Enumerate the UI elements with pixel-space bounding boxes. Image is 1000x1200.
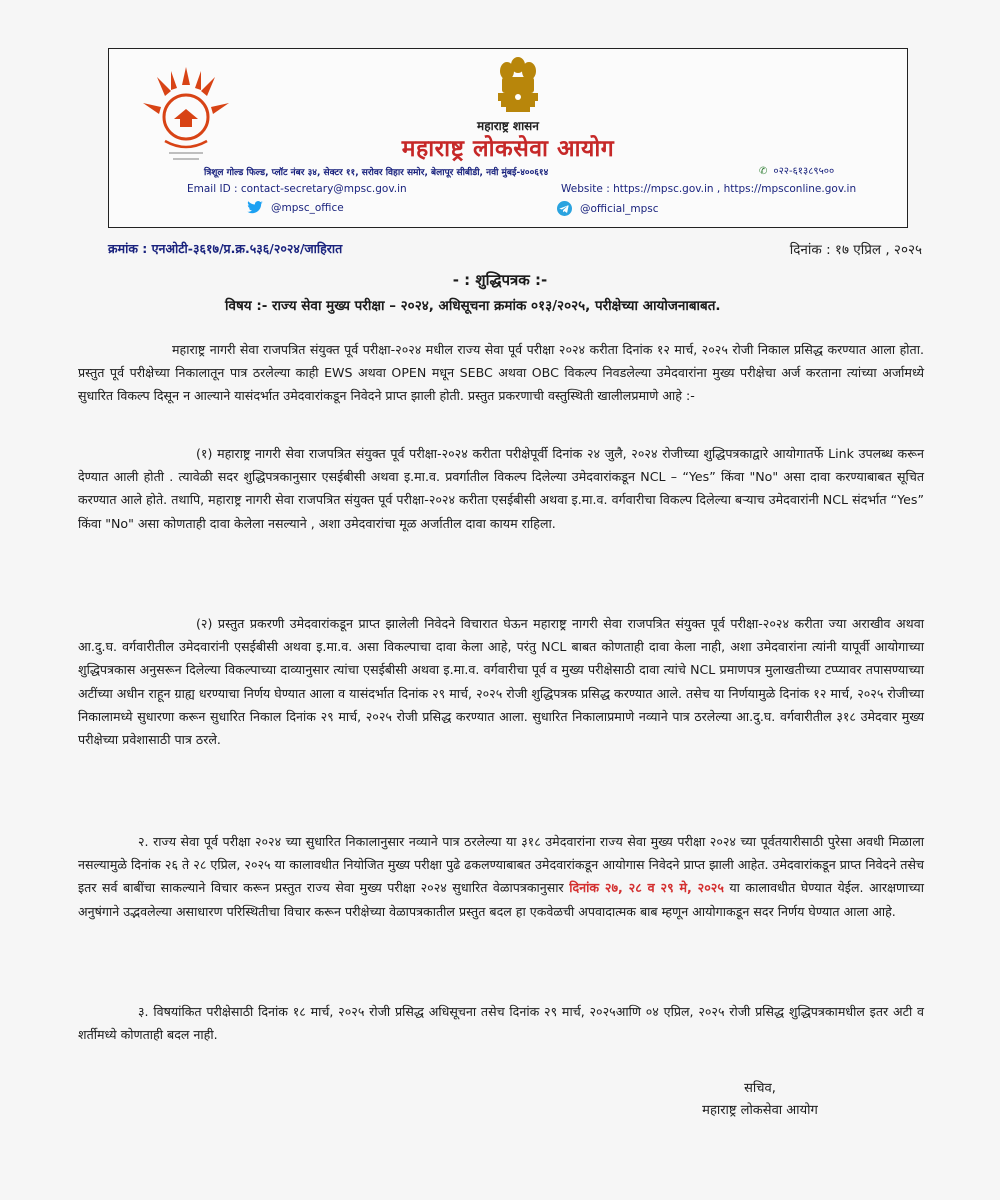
phone-number: ०२२-६१३८९५०० [773, 166, 835, 177]
signatory-title: सचिव, [744, 1081, 776, 1096]
commission-name: महाराष्ट्र लोकसेवा आयोग [401, 136, 615, 162]
section-2-text-start: २. राज्य सेवा पूर्व परीक्षा २०२४ च्या सुधारित निकालानुसार नव्याने पात्र ठरलेल्या या ३१८ उमेदवारांना राज्य सेवा मुख्य परीक्षा २०२४ च्या पूर्वतयारीसाठी पुरेसा अवधी मिळाला नसल्यामुळे दिनांक २६ ते २८ एप्रिल, २०२५ या कालावधीत नियोजित मुख्य परीक्षा पुढे ढकलण्याबाबत उमेदवारांकडून आयोगास निवेदने प्राप्त झाली आहेत. उमेदवारांकडून प्राप्त निवेदने तसेच इतर सर्व बाबींचा साकल्याने विचार करून प्रस्तुत राज्य सेवा मुख्य परीक्षा २०२४ सुधारित वेळापत्रकानुसार [78, 834, 924, 896]
letterhead [108, 48, 908, 228]
telegram-handle-text: @official_mpsc [580, 202, 659, 215]
paragraph-point-2: (२) प्रस्तुत प्रकरणी उमेदवारांकडून प्राप्त झालेली निवेदने विचारात घेऊन महाराष्ट्र नागरी सेवा राजपत्रित संयुक्त पूर्व परीक्षा-२०२४ करीता ज्या अराखीव अथवा आ.दु.घ. वर्गवारीतील उमेदवारांनी एसईबीसी अथवा इ.मा.व. असा विकल्पाचा दावा केला आहे, परंतु NCL बाबत कोणताही दावा केला नाही, अशा उमेदवारांना त्यांनी यापूर्वी आयोगाच्या शुद्धिपत्रकास अनुसरून दिलेल्या विकल्पाच्या दाव्यानुसार त्यांचा एसईबीसी अथवा इ.मा.व. वर्गवारीचा पूर्व व मुख्य परीक्षेसाठी दावा त्यांचे NCL प्रमाणपत्र मुलाखतीच्या टप्प्यावर तपासण्याच्या अटींच्या अधीन राहून ग्राह्य धरण्याचा निर्णय घेण्यात आला व यासंदर्भात दिनांक २९ मार्च, २०२५ रोजी शुद्धिपत्रक प्रसिद्ध करण्यात आले. तसेच या निर्णयामुळे दिनांक १२ मार्च, २०२५ रोजीच्या निकालामध्ये सुधारणा करून सुधारित निकाल दिनांक २९ मार्च, २०२५ रोजी प्रसिद्ध करण्यात आला. सुधारित निकालाप्रमाणे नव्याने पात्र ठरलेल्या आ.दु.घ. वर्गवारीतील ३१८ उमेदवार मुख्य परीक्षेच्या प्रवेशासाठी पात्र ठरले. [78, 616, 924, 748]
paragraph-intro: महाराष्ट्र नागरी सेवा राजपत्रित संयुक्त पूर्व परीक्षा-२०२४ मधील राज्य सेवा पूर्व परीक्षा २०२४ करीता दिनांक १२ मार्च, २०२५ रोजी निकाल प्रसिद्ध करण्यात आला होता. प्रस्तुत पूर्व परीक्षेच्या निकालातून पात्र ठरलेल्या काही EWS अथवा OPEN मधून SEBC अथवा OBC विकल्प निवडलेल्या उमेदवारांना मुख्य परीक्षेचा अर्ज करताना त्यांच्या अर्जामध्ये सुधारित विकल्प दिसून न आल्याने यासंदर्भात उमेदवारांकडून निवेदने प्राप्त झाली होती. प्रस्तुत प्रकरणाची वस्तुस्थिती खालीलप्रमाणे आहे :- [78, 342, 924, 404]
office-address: त्रिशूल गोल्ड फिल्ड, प्लॉट नंबर ३४, सेक्टर ११, सरोवर विहार समोर, बेलापूर सीबीडी, नवी मुंबई-४००६१४ [204, 168, 549, 178]
paragraph-section-3: ३. विषयांकित परीक्षेसाठी दिनांक १८ मार्च, २०२५ रोजी प्रसिद्ध अधिसूचना तसेच दिनांक २९ मार्च, २०२५आणि ०४ एप्रिल, २०२५ रोजी प्रसिद्ध शुद्धिपत्रकामधील इतर अटी व शर्तीमध्ये कोणताही बदल नाही. [78, 1004, 924, 1043]
signatory-org: महाराष्ट्र लोकसेवा आयोग [702, 1103, 818, 1118]
phone-icon: ✆ [759, 166, 768, 177]
document-heading: - : शुद्धिपत्रक :- [452, 271, 548, 289]
twitter-handle [247, 201, 344, 214]
ashoka-emblem-icon [492, 55, 544, 115]
telegram-icon [557, 201, 572, 216]
website-contact: Website : https://mpsc.gov.in , https://mpsconline.gov.in [561, 183, 857, 195]
document-subject: विषय :- राज्य सेवा मुख्य परीक्षा – २०२४, अधिसूचना क्रमांक ०१३/२०२५, परीक्षेच्या आयोजनाबाबत. [225, 298, 721, 314]
email-contact: Email ID : contact-secretary@mpsc.gov.in [187, 183, 407, 195]
phone-contact [759, 163, 834, 177]
section-2-text-end: या कालावधीत घेण्यात येईल. आरक्षणाच्या अनुषंगाने उद्भवलेल्या असाधारण परिस्थितीचा विचार करून परीक्षेच्या वेळापत्रकातील प्रस्तुत बदल हा एकवेळची अपवादात्मक बाब म्हणून आयोगाकडून सदर निर्णय घेण्यात आला आहे. [78, 880, 924, 919]
paragraph-section-2 [78, 830, 924, 923]
paragraph-point-1: (१) महाराष्ट्र नागरी सेवा राजपत्रित संयुक्त पूर्व परीक्षा-२०२४ करीता परीक्षेपूर्वी दिनांक २४ जुलै, २०२४ रोजीच्या शुद्धिपत्रकाद्वारे आयोगातर्फे Link उपलब्ध करून देण्यात आली होती . त्यावेळी सदर शुद्धिपत्रकानुसार एसईबीसी अथवा इ.मा.व. प्रवर्गातील विकल्प दिलेल्या उमेदवारांकडून NCL – “Yes” किंवा "No" असा दावा करण्याबाबत सूचित करण्यात आले होते. तथापि, महाराष्ट्र नागरी सेवा राजपत्रित संयुक्त पूर्व परीक्षा-२०२४ करीता एसईबीसी अथवा इ.मा.व. वर्गवारीचा विकल्प दिलेल्या बऱ्याच उमेदवारांनी NCL संदर्भात “Yes” किंवा "No" असा कोणताही दावा केलेला नसल्याने , अशा उमेदवारांचा मूळ अर्जातील दावा कायम राहिला. [78, 446, 924, 531]
signature-block [660, 1078, 860, 1122]
document-date: दिनांक : १७ एप्रिल , २०२५ [789, 242, 922, 258]
twitter-handle-text: @mpsc_office [271, 201, 344, 214]
government-line: महाराष्ट्र शासन [477, 119, 539, 133]
exam-dates-highlight: दिनांक २७, २८ व २९ मे, २०२५ [569, 880, 724, 896]
twitter-icon [247, 201, 263, 214]
reference-number: क्रमांक : एनओटी-३६१७/प्र.क्र.५३६/२०२४/जाहिरात [108, 241, 343, 256]
telegram-handle [557, 201, 659, 216]
